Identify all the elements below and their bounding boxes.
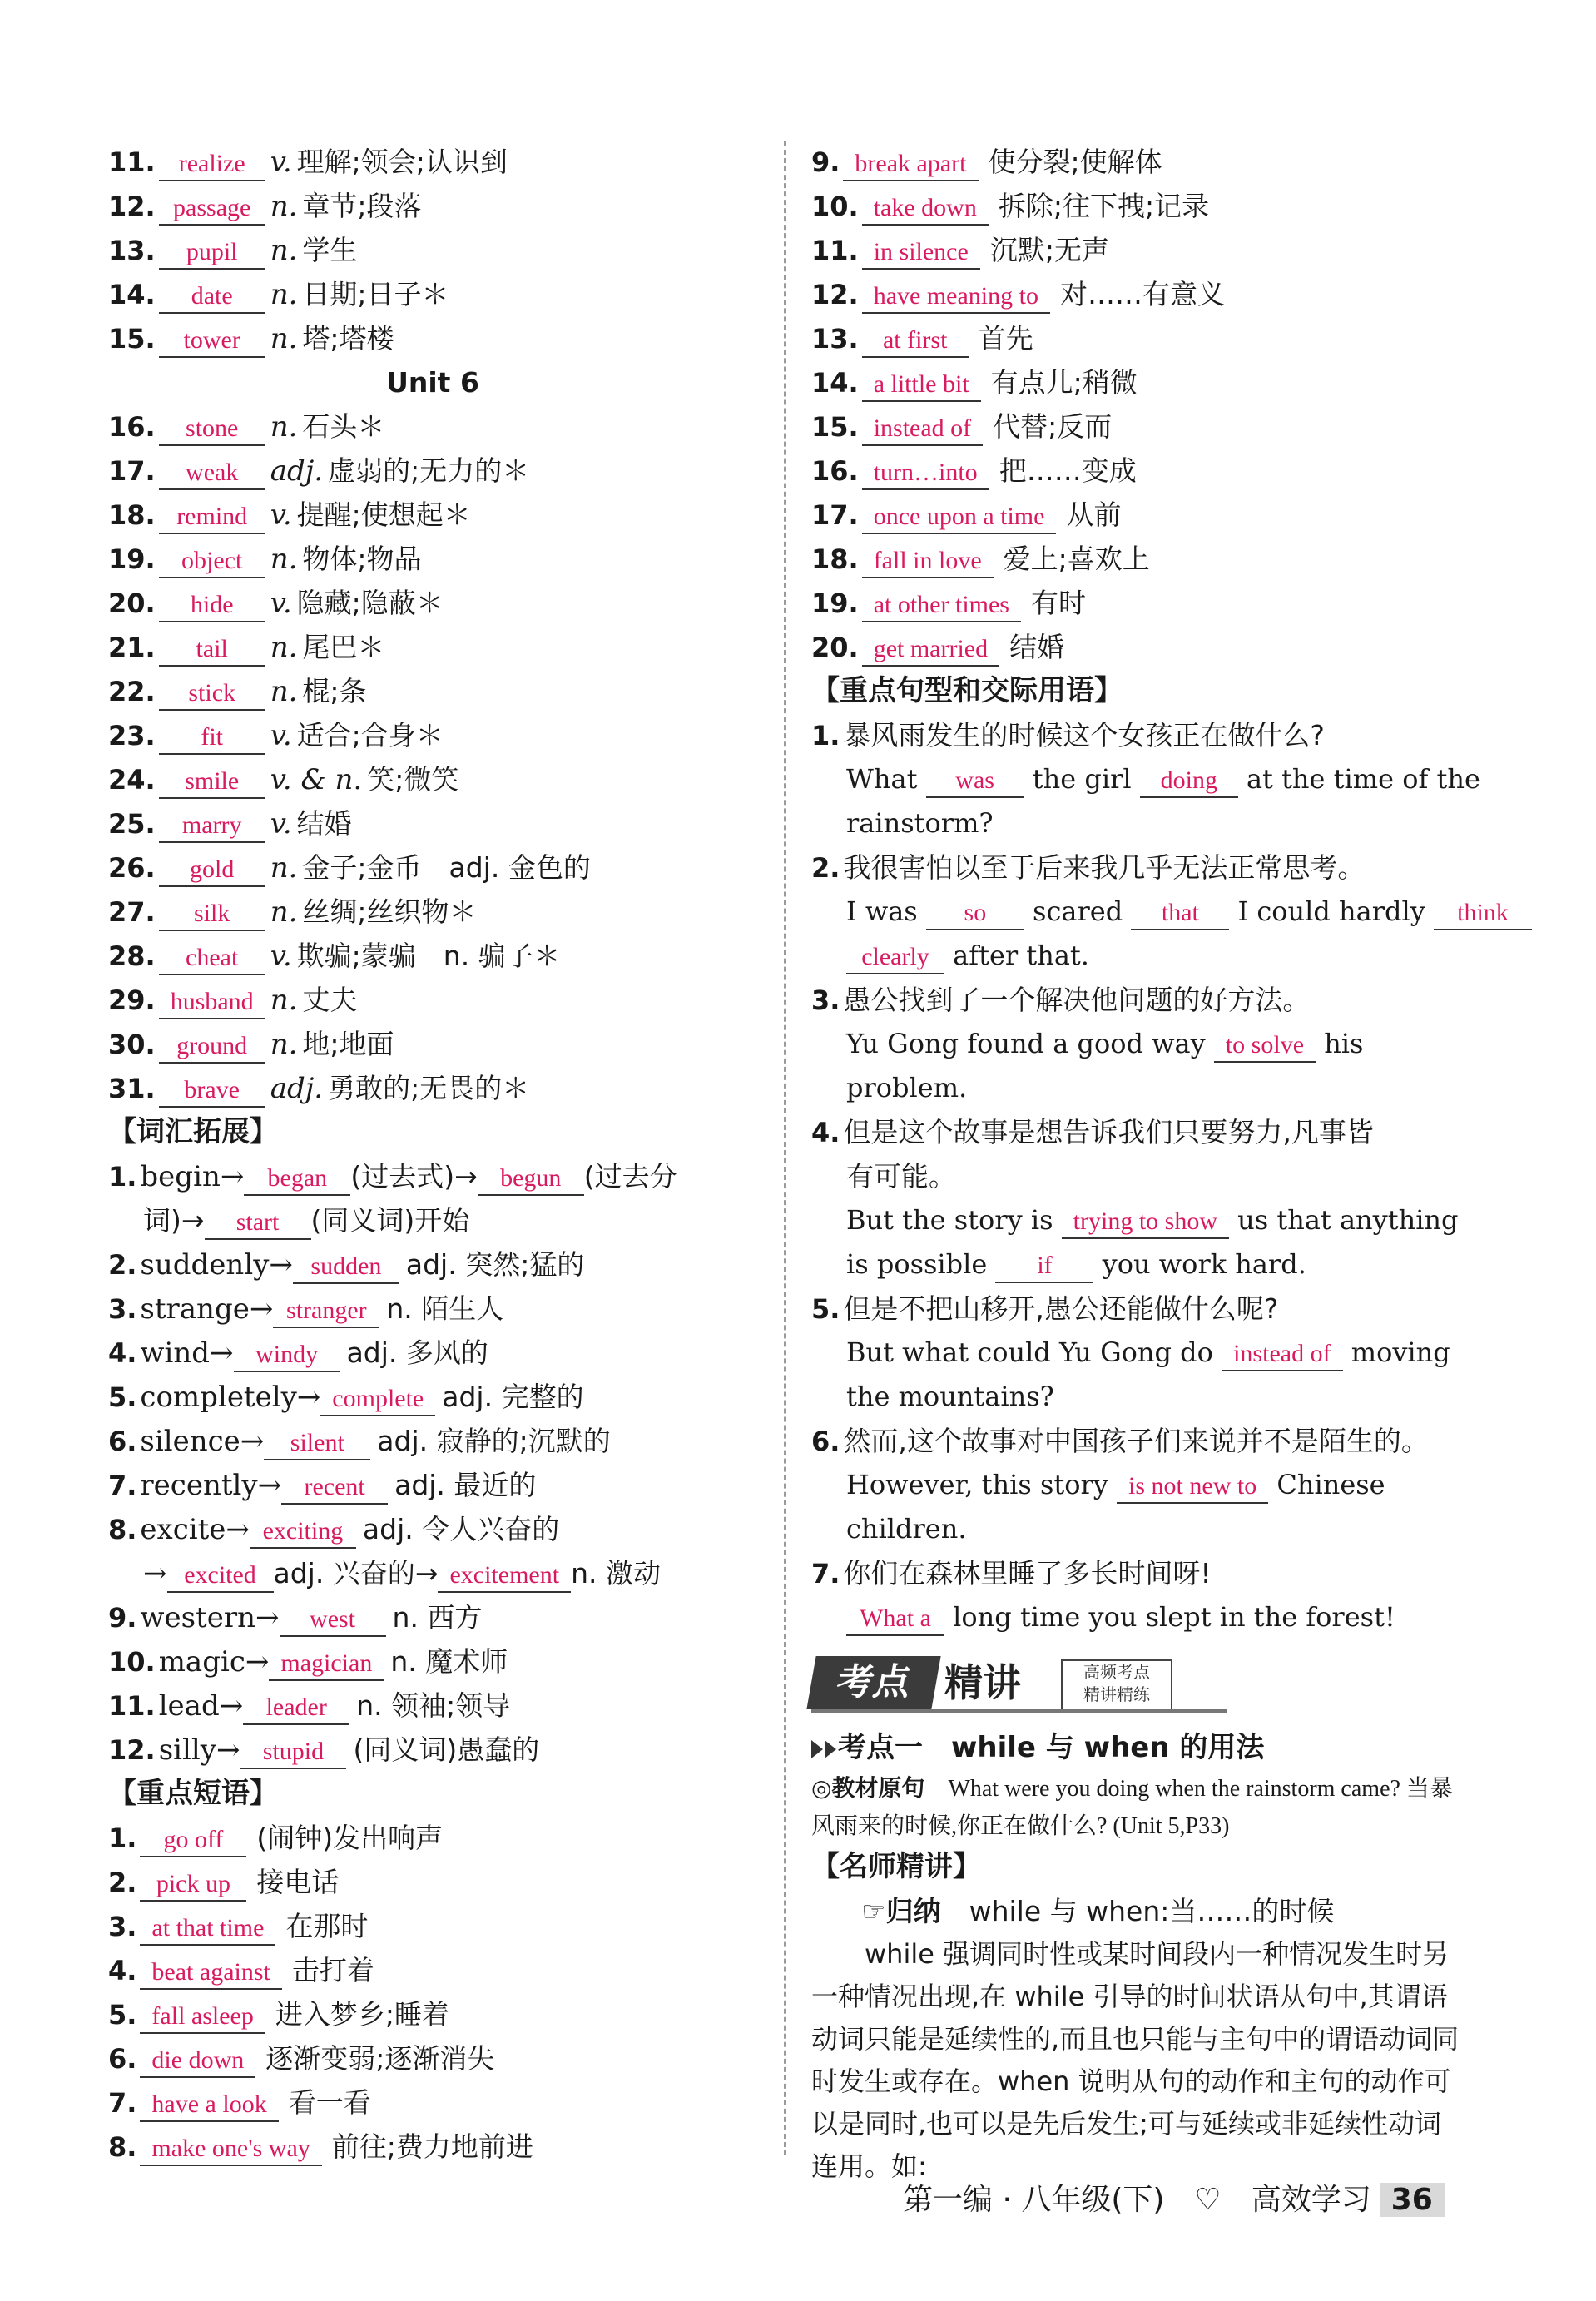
answer-blank[interactable]: windy — [234, 1339, 340, 1372]
left-column — [108, 140, 757, 2169]
sentence-4-cn-cont: 有可能。 — [846, 1160, 956, 1193]
answer-blank[interactable]: at that time — [140, 1912, 275, 1946]
answer-blank[interactable]: turn…into — [862, 457, 989, 490]
answer-blank[interactable]: magician — [269, 1648, 384, 1681]
vocab-item: 30. ground n. 地;地面 — [108, 1022, 757, 1066]
phrase-item: 1. go off (闹钟)发出响声 — [108, 1816, 757, 1860]
answer-blank[interactable]: west — [280, 1604, 386, 1637]
phrase-item: 3. at that time 在那时 — [108, 1904, 757, 1948]
sentence-5-en: But what could Yu Gong do instead of moving — [811, 1331, 1460, 1375]
phrase-item: 7. have a look 看一看 — [108, 2080, 757, 2125]
sentence-4-en-cont: is possible if you work hard. — [811, 1242, 1460, 1287]
phrase-item: 2. pick up 接电话 — [108, 1860, 757, 1904]
key-phrases-heading: 【重点短语】 — [108, 1777, 278, 1810]
sentence-1-en-cont: rainstorm? — [846, 807, 994, 839]
vocab-item: 15. tower n. 塔;塔楼 — [108, 316, 757, 360]
answer-blank[interactable]: leader — [243, 1692, 349, 1725]
answer-blank[interactable]: is not new to — [1117, 1470, 1268, 1504]
sentence-1-cn: 1. 暴风雨发生的时候这个女孩正在做什么? — [811, 719, 1325, 751]
vocab-item: 28. cheat v. 欺骗;蒙骗 n. 骗子＊ — [108, 934, 757, 978]
ext-item: 12. silly→ stupid (同义词)愚蠢的 — [108, 1728, 757, 1772]
answer-blank[interactable]: start — [205, 1207, 311, 1240]
answer-blank[interactable]: die down — [140, 2045, 255, 2078]
phrase-item: 5. fall asleep 进入梦乡;睡着 — [108, 1992, 757, 2036]
answer-blank[interactable]: date — [159, 280, 265, 314]
answer-blank[interactable]: husband — [159, 986, 265, 1019]
answer-blank[interactable]: instead of — [1222, 1338, 1342, 1371]
sentence-2-cn: 2. 我很害怕以至于后来我几乎无法正常思考。 — [811, 851, 1366, 884]
answer-blank[interactable]: trying to show — [1062, 1206, 1229, 1239]
vocab-item: 13. pupil n. 学生 — [108, 228, 757, 272]
answer-blank[interactable]: What a — [846, 1603, 944, 1636]
answer-blank[interactable]: fall in love — [862, 545, 994, 578]
sentence-7-cn: 7. 你们在森林里睡了多长时间呀! — [811, 1557, 1212, 1589]
sentence-2-en-cont: clearly after that. — [811, 934, 1460, 978]
ext-item-1: 1. begin→ began (过去式)→ begun (过去分 — [108, 1154, 757, 1198]
answer-blank[interactable]: weak — [159, 457, 265, 490]
answer-blank[interactable]: fit — [159, 722, 265, 755]
answer-blank[interactable]: pupil — [159, 236, 265, 270]
phrase-item: 11. in silence 沉默;无声 — [811, 228, 1460, 272]
answer-blank[interactable]: silk — [159, 898, 265, 931]
answer-blank[interactable]: think — [1434, 897, 1532, 930]
point-title: 考点一 while 与 when 的用法 — [811, 1726, 1460, 1770]
vocab-item: 23. fit v. 适合;合身＊ — [108, 713, 757, 757]
answer-blank[interactable]: realize — [159, 148, 265, 181]
ext-item: 11. lead→ leader n. 领袖;领导 — [108, 1684, 757, 1728]
answer-blank[interactable]: have meaning to — [862, 280, 1050, 314]
answer-blank[interactable]: beat against — [140, 1956, 281, 1990]
answer-blank[interactable]: brave — [159, 1074, 265, 1108]
answer-blank[interactable]: ground — [159, 1030, 265, 1064]
ext-item: 4. wind→ windy adj. 多风的 — [108, 1331, 757, 1375]
phrase-item: 16. turn…into 把……变成 — [811, 449, 1460, 493]
answer-blank[interactable]: stone — [159, 413, 265, 446]
sentence-7-en: What a long time you slept in the forest! — [811, 1595, 1460, 1639]
vocab-item: 21. tail n. 尾巴＊ — [108, 625, 757, 669]
summary-line: ☞归纳 while 与 when:当……的时候 — [861, 1895, 1335, 1927]
sentence-5-en-cont: the mountains? — [846, 1381, 1054, 1412]
answer-blank[interactable]: have a look — [140, 2089, 278, 2122]
answer-blank[interactable]: stupid — [240, 1736, 346, 1769]
answer-blank[interactable]: in silence — [862, 236, 980, 270]
ext-item: 10. magic→ magician n. 魔术师 — [108, 1639, 757, 1684]
page-number: 36 — [1380, 2183, 1445, 2217]
sentence-6-en: However, this story is not new to Chinese — [811, 1463, 1460, 1507]
answer-blank[interactable]: hide — [159, 589, 265, 622]
ext-item: 5. completely→ complete adj. 完整的 — [108, 1375, 757, 1419]
answer-blank[interactable]: pick up — [140, 1868, 246, 1902]
vocab-item: 24. smile v. & n. 笑;微笑 — [108, 757, 757, 801]
answer-blank[interactable]: go off — [140, 1824, 246, 1857]
sentence-6-cn: 6. 然而,这个故事对中国孩子们来说并不是陌生的。 — [811, 1425, 1429, 1457]
teacher-heading: 【名师精讲】 — [811, 1850, 981, 1883]
vocab-item: 31. brave adj. 勇敢的;无畏的＊ — [108, 1066, 757, 1110]
sentence-5-cn: 5. 但是不把山移开,愚公还能做什么呢? — [811, 1292, 1279, 1325]
vocab-item: 17. weak adj. 虚弱的;无力的＊ — [108, 449, 757, 493]
phrase-item: 17. once upon a time 从前 — [811, 493, 1460, 537]
answer-blank[interactable]: to solve — [1214, 1029, 1316, 1063]
ext-item-8-cont: → excited adj. 兴奋的→ excitement n. 激动 — [108, 1551, 757, 1595]
answer-blank[interactable]: if — [995, 1250, 1093, 1283]
answer-blank[interactable]: tower — [159, 325, 265, 358]
answer-blank[interactable]: stranger — [273, 1295, 379, 1328]
phrase-item: 10. take down 拆除;往下拽;记录 — [811, 184, 1460, 228]
answer-blank[interactable]: object — [159, 545, 265, 578]
answer-blank[interactable]: gold — [159, 854, 265, 887]
answer-blank[interactable]: at other times — [862, 589, 1021, 622]
answer-blank[interactable]: stick — [159, 677, 265, 711]
vocab-item: 22. stick n. 棍;条 — [108, 669, 757, 713]
sentence-4-en: But the story is trying to show us that anything — [811, 1198, 1460, 1242]
phrase-item: 15. instead of 代替;反而 — [811, 404, 1460, 449]
answer-blank[interactable]: break apart — [843, 148, 978, 181]
vocab-item: 19. object n. 物体;物品 — [108, 537, 757, 581]
vocab-item: 25. marry v. 结婚 — [108, 801, 757, 846]
answer-blank[interactable]: get married — [862, 633, 999, 667]
vocab-item: 29. husband n. 丈夫 — [108, 978, 757, 1022]
banner-stripe — [811, 1709, 1227, 1713]
answer-blank[interactable]: that — [1131, 897, 1229, 930]
vocab-extension-heading: 【词汇拓展】 — [108, 1115, 278, 1148]
answer-blank[interactable]: marry — [159, 810, 265, 843]
ext-item: 6. silence→ silent adj. 寂静的;沉默的 — [108, 1419, 757, 1463]
sentence-6-en-cont: children. — [846, 1513, 967, 1545]
phrase-item: 12. have meaning to 对……有意义 — [811, 272, 1460, 316]
answer-blank[interactable]: make one's way — [140, 2133, 321, 2166]
phrase-item: 19. at other times 有时 — [811, 581, 1460, 625]
answer-blank[interactable]: doing — [1140, 765, 1238, 798]
answer-blank[interactable]: once upon a time — [862, 501, 1057, 534]
banner-title: 精讲 — [944, 1660, 1021, 1705]
ext-item-1-cont: 词)→ start (同义词)开始 — [108, 1198, 757, 1242]
phrase-item: 9. break apart 使分裂;使解体 — [811, 140, 1460, 184]
banner-tag: 高频考点 精讲精练 — [1061, 1659, 1172, 1711]
right-column — [811, 140, 1509, 2188]
answer-blank[interactable]: exciting — [250, 1515, 356, 1549]
footer-text: 第一编 · 八年级(下) ♡ 高效学习 — [903, 2183, 1371, 2217]
answer-blank[interactable]: excitement — [438, 1560, 571, 1593]
answer-blank[interactable]: recent — [281, 1471, 388, 1505]
ext-item: 2. suddenly→ sudden adj. 突然;猛的 — [108, 1242, 757, 1287]
banner-label: 考点 — [806, 1656, 940, 1709]
answer-blank[interactable]: began — [244, 1163, 350, 1196]
answer-blank[interactable]: clearly — [846, 941, 944, 974]
sentence-3-en: Yu Gong found a good way to solve his — [811, 1022, 1460, 1066]
sentence-1-en: What was the girl doing at the time of the — [811, 757, 1460, 801]
column-divider — [784, 141, 786, 2155]
phrase-item: 14. a little bit 有点儿;稍微 — [811, 360, 1460, 404]
sentence-3-en-cont: problem. — [846, 1072, 968, 1103]
answer-blank[interactable]: was — [926, 765, 1024, 798]
sentence-4-cn: 4. 但是这个故事是想告诉我们只要努力,凡事皆 — [811, 1116, 1374, 1148]
vocab-item: 14. date n. 日期;日子＊ — [108, 272, 757, 316]
answer-blank[interactable]: tail — [159, 633, 265, 667]
phrase-item: 4. beat against 击打着 — [108, 1948, 757, 1992]
answer-blank[interactable]: cheat — [159, 942, 265, 975]
ext-item: 9. western→ west n. 西方 — [108, 1595, 757, 1639]
ext-item: 3. strange→ stranger n. 陌生人 — [108, 1287, 757, 1331]
page-footer — [903, 2176, 1445, 2219]
vocab-item: 20. hide v. 隐藏;隐蔽＊ — [108, 581, 757, 625]
triangle-icon — [811, 1740, 823, 1758]
answer-blank[interactable]: a little bit — [862, 369, 981, 402]
vocab-item: 11. realize v. 理解;领会;认识到 — [108, 140, 757, 184]
answer-blank[interactable]: take down — [862, 192, 989, 226]
answer-blank[interactable]: at first — [862, 325, 969, 358]
vocab-item: 18. remind v. 提醒;使想起＊ — [108, 493, 757, 537]
ext-item: 8. excite→ exciting adj. 令人兴奋的 — [108, 1507, 757, 1551]
answer-blank[interactable]: sudden — [293, 1251, 399, 1284]
answer-blank[interactable]: begun — [478, 1163, 584, 1196]
triangle-icon — [825, 1740, 836, 1758]
original-sentence: ◎教材原句 What were you doing when the rainstorm came? 当暴风雨来的时候,你正在做什么? (Unit 5,P33) — [811, 1774, 1453, 1839]
sentences-heading: 【重点句型和交际用语】 — [811, 674, 1123, 707]
answer-blank[interactable]: excited — [167, 1560, 274, 1593]
sentence-3-cn: 3. 愚公找到了一个解决他问题的好方法。 — [811, 984, 1311, 1016]
answer-blank[interactable]: smile — [159, 766, 265, 799]
phrase-item: 6. die down 逐渐变弱;逐渐消失 — [108, 2036, 757, 2080]
vocab-item: 26. gold n. 金子;金币 adj. 金色的 — [108, 846, 757, 890]
answer-blank[interactable]: silent — [264, 1427, 370, 1460]
answer-blank[interactable]: instead of — [862, 413, 983, 446]
sentence-2-en: I was so scared that I could hardly think — [811, 890, 1460, 934]
answer-blank[interactable]: so — [926, 897, 1024, 930]
answer-blank[interactable]: complete — [320, 1383, 435, 1416]
answer-blank[interactable]: passage — [159, 192, 265, 226]
phrase-item: 18. fall in love 爱上;喜欢上 — [811, 537, 1460, 581]
phrase-item: 20. get married 结婚 — [811, 625, 1460, 669]
answer-blank[interactable]: fall asleep — [140, 2001, 265, 2034]
vocab-item: 16. stone n. 石头＊ — [108, 404, 757, 449]
phrase-item: 13. at first 首先 — [811, 316, 1460, 360]
phrase-item: 8. make one's way 前往;费力地前进 — [108, 2125, 757, 2169]
unit-title: Unit 6 — [386, 366, 479, 399]
answer-blank[interactable]: remind — [159, 501, 265, 534]
section-banner — [811, 1651, 1460, 1718]
vocab-item: 12. passage n. 章节;段落 — [108, 184, 757, 228]
explanation-paragraph: while 强调同时性或某时间段内一种情况发生时另一种情况出现,在 while 引导的时间状语从句中,其谓语动词只能是延续性的,而且也只能与主句中的谓语动词同时发生或存在。when 说明从句的动作和主句的动作可以是同时,也可以是先后发生;可与延续或非延续性动词连用。如: — [811, 1938, 1460, 2182]
vocab-item: 27. silk n. 丝绸;丝织物＊ — [108, 890, 757, 934]
ext-item: 7. recently→ recent adj. 最近的 — [108, 1463, 757, 1507]
